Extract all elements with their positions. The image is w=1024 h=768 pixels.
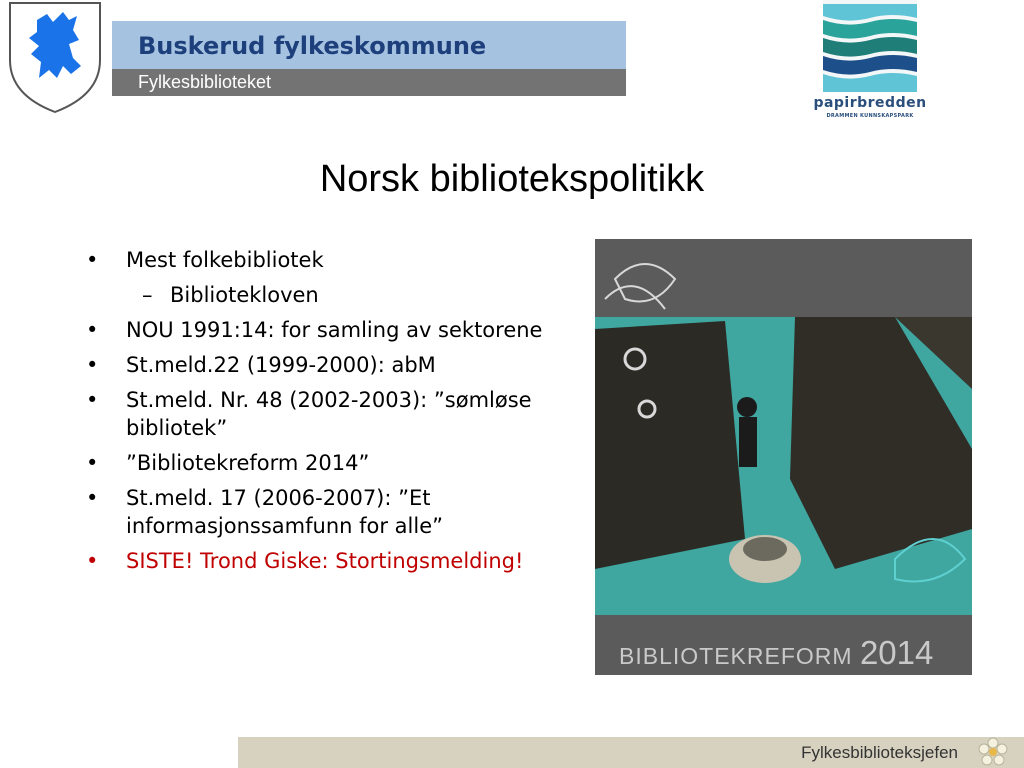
partner-name: papirbredden xyxy=(813,95,927,111)
list-item-text: ”Bibliotekreform 2014” xyxy=(126,451,370,475)
organization-department: Fylkesbiblioteket xyxy=(112,69,626,96)
list-item-text: Bibliotekloven xyxy=(170,283,319,307)
report-cover-image xyxy=(595,239,972,675)
list-item xyxy=(86,281,556,309)
footer-text: Fylkesbiblioteksjefen xyxy=(801,743,958,762)
list-item xyxy=(86,246,556,274)
list-item-text: NOU 1991:14: for samling av sektorene xyxy=(126,318,543,342)
bullet-marker: • xyxy=(86,353,99,377)
bullet-marker: • xyxy=(86,451,99,475)
list-item-text: SISTE! Trond Giske: Stortingsmelding! xyxy=(126,549,524,573)
page-title: Norsk bibliotekspolitikk xyxy=(319,158,705,200)
flower-icon xyxy=(976,737,1010,768)
bullet-marker: • xyxy=(86,318,99,342)
organization-banner xyxy=(112,21,626,96)
partner-logo xyxy=(806,0,934,124)
list-item-text: Mest folkebibliotek xyxy=(126,248,324,272)
cover-caption-word: BIBLIOTEKREFORM xyxy=(619,643,853,669)
cover-caption-year: 2014 xyxy=(859,634,934,671)
bullet-marker: • xyxy=(86,248,99,272)
list-item-text: St.meld.22 (1999-2000): abM xyxy=(126,353,436,377)
partner-subtitle: DRAMMEN KUNNSKAPSPARK xyxy=(826,113,914,119)
list-item-highlight xyxy=(86,547,556,575)
county-crest-logo xyxy=(7,0,103,114)
list-item xyxy=(86,386,556,442)
bullet-list xyxy=(86,246,556,582)
cover-caption xyxy=(619,634,933,672)
list-item xyxy=(86,351,556,379)
bullet-marker: • xyxy=(86,486,99,510)
dash-marker: – xyxy=(142,283,153,307)
list-item-text: St.meld. 17 (2006-2007): ”Et informasjonssamfunn for alle” xyxy=(126,486,443,538)
list-item xyxy=(86,449,556,477)
list-item xyxy=(86,484,556,540)
wave-stripes-icon xyxy=(823,0,917,92)
bullet-marker: • xyxy=(86,549,99,573)
list-item xyxy=(86,316,556,344)
bullet-marker: • xyxy=(86,388,99,412)
organization-name: Buskerud fylkeskommune xyxy=(112,21,626,69)
footer-bar xyxy=(238,737,1024,768)
list-item-text: St.meld. Nr. 48 (2002-2003): ”sømløse bibliotek” xyxy=(126,388,532,440)
